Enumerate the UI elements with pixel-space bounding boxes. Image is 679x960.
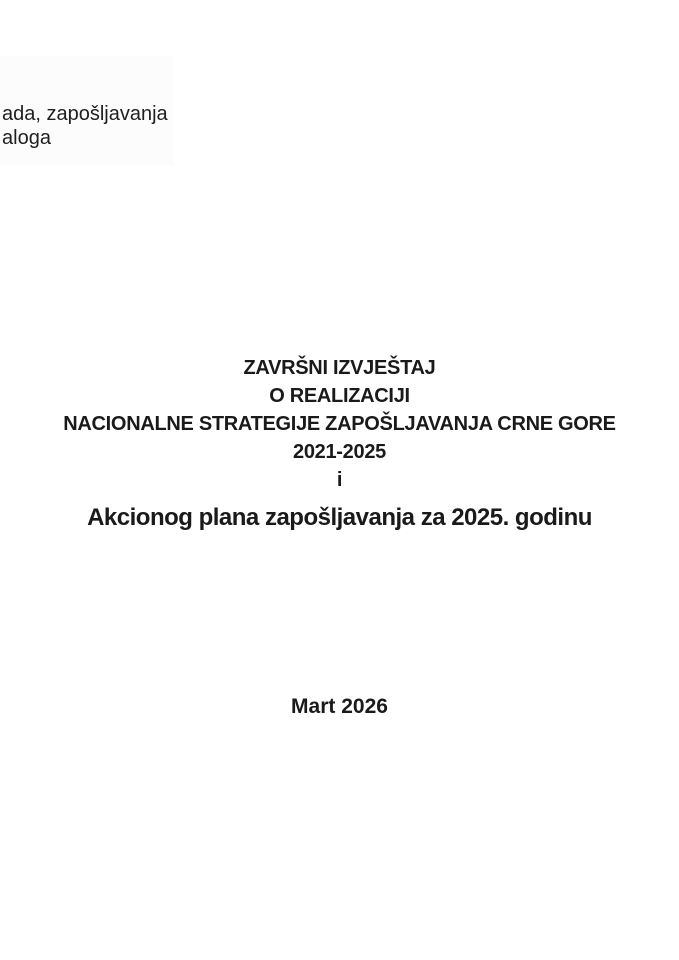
title-line-1: ZAVRŠNI IZVJEŠTAJ <box>243 357 436 379</box>
ministry-logo-text-line-2: aloga <box>2 127 51 149</box>
title-line-2: O REALIZACIJI <box>269 385 410 407</box>
ministry-logo <box>0 56 174 166</box>
ministry-logo-text-line-1: ada, zapošljavanja <box>2 103 168 125</box>
document-subtitle: Akcionog plana zapošljavanja za 2025. godinu <box>87 504 592 531</box>
document-date: Mart 2026 <box>291 695 388 718</box>
ministry-logo-text <box>2 102 168 150</box>
title-line-3: NACIONALNE STRATEGIJE ZAPOŠLJAVANJA CRNE GORE <box>63 413 616 435</box>
title-line-4: 2021-2025 <box>293 441 386 463</box>
document-title <box>0 354 679 494</box>
title-line-5: i <box>336 469 343 491</box>
